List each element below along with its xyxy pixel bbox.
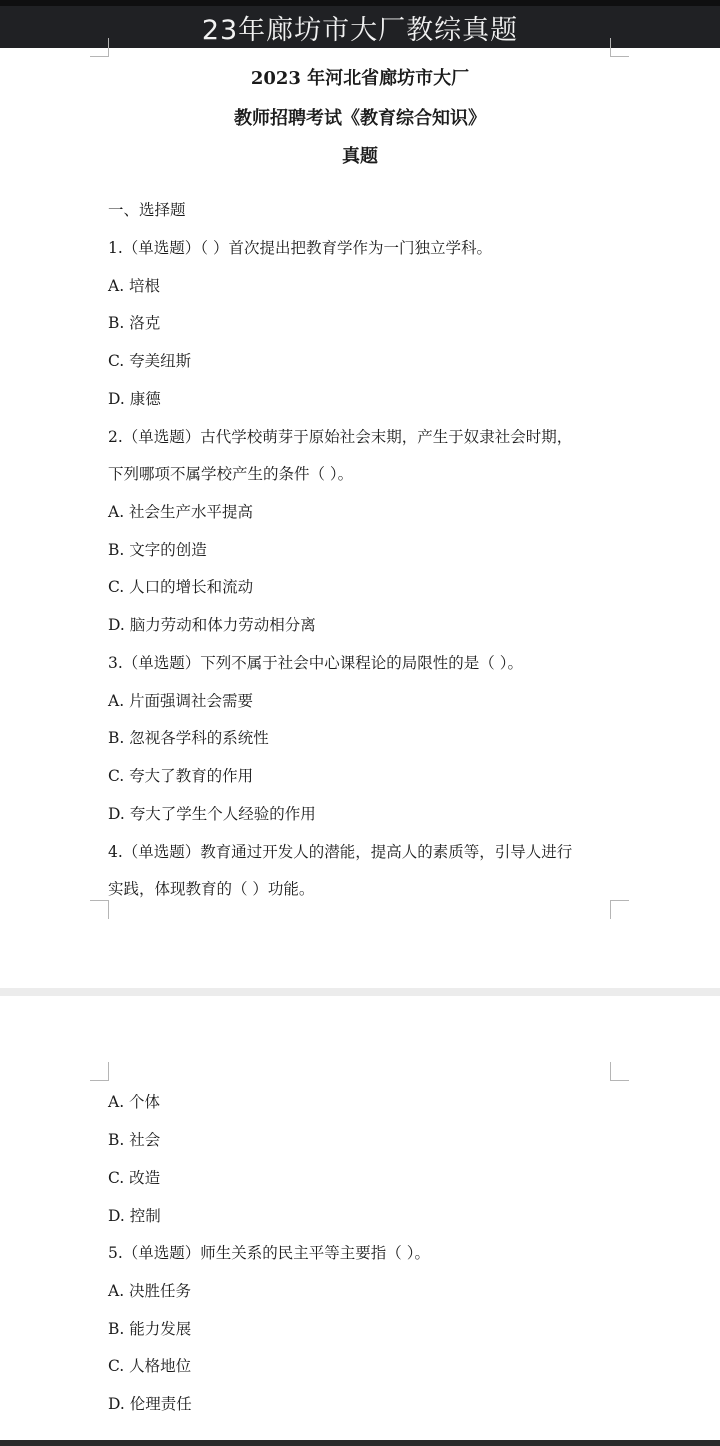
question-text: 下列哪项不属学校产生的条件（ ）。 bbox=[108, 465, 354, 483]
question-text: 5.（单选题）师生关系的民主平等主要指（ ）。 bbox=[108, 1244, 430, 1262]
answer-option: B. 文字的创造 bbox=[108, 541, 207, 559]
answer-option: D. 脑力劳动和体力劳动相分离 bbox=[108, 616, 316, 634]
question-text: 实践，体现教育的（ ）功能。 bbox=[108, 880, 315, 898]
answer-option: C. 改造 bbox=[108, 1169, 161, 1187]
doc-heading-line-2: 教师招聘考试《教育综合知识》 bbox=[234, 108, 486, 129]
page-separator bbox=[0, 988, 720, 996]
answer-option: D. 康德 bbox=[108, 390, 161, 408]
doc-heading-line-1: 2023 年河北省廊坊市大厂 bbox=[250, 68, 470, 89]
page-corner-mark bbox=[610, 900, 629, 919]
section-title: 一、选择题 bbox=[108, 201, 186, 219]
page-corner-mark bbox=[90, 1062, 109, 1081]
answer-option: C. 人口的增长和流动 bbox=[108, 578, 254, 596]
answer-option: B. 社会 bbox=[108, 1131, 161, 1149]
answer-option: D. 伦理责任 bbox=[108, 1395, 192, 1413]
answer-option: B. 忽视各学科的系统性 bbox=[108, 729, 269, 747]
document-title: 23年廊坊市大厂教综真题 bbox=[201, 14, 519, 46]
page-corner-mark bbox=[610, 38, 629, 57]
answer-option: B. 能力发展 bbox=[108, 1320, 192, 1338]
answer-option: A. 决胜任务 bbox=[108, 1282, 192, 1300]
answer-option: C. 夸美纽斯 bbox=[108, 352, 192, 370]
answer-option: A. 培根 bbox=[108, 277, 161, 295]
answer-option: D. 夸大了学生个人经验的作用 bbox=[108, 805, 316, 823]
answer-option: C. 人格地位 bbox=[108, 1357, 192, 1375]
document-page-1[interactable] bbox=[0, 48, 720, 988]
page-corner-mark bbox=[90, 38, 109, 57]
document-page-2[interactable] bbox=[0, 996, 720, 1446]
page-corner-mark bbox=[610, 1062, 629, 1081]
question-text: 3.（单选题）下列不属于社会中心课程论的局限性的是（ ）。 bbox=[108, 654, 523, 672]
page-corner-mark bbox=[90, 900, 109, 919]
question-text: 4.（单选题）教育通过开发人的潜能，提高人的素质等，引导人进行 bbox=[108, 843, 573, 861]
answer-option: C. 夸大了教育的作用 bbox=[108, 767, 254, 785]
question-text: 1.（单选题）（ ）首次提出把教育学作为一门独立学科。 bbox=[108, 239, 492, 257]
answer-option: B. 洛克 bbox=[108, 314, 161, 332]
question-text: 2.（单选题）古代学校萌芽于原始社会末期，产生于奴隶社会时期， bbox=[108, 428, 573, 446]
doc-heading-line-3: 真题 bbox=[342, 146, 378, 167]
answer-option: A. 片面强调社会需要 bbox=[108, 692, 254, 710]
answer-option: A. 社会生产水平提高 bbox=[108, 503, 254, 521]
bottom-edge bbox=[0, 1440, 720, 1446]
answer-option: A. 个体 bbox=[108, 1093, 161, 1111]
answer-option: D. 控制 bbox=[108, 1207, 161, 1225]
